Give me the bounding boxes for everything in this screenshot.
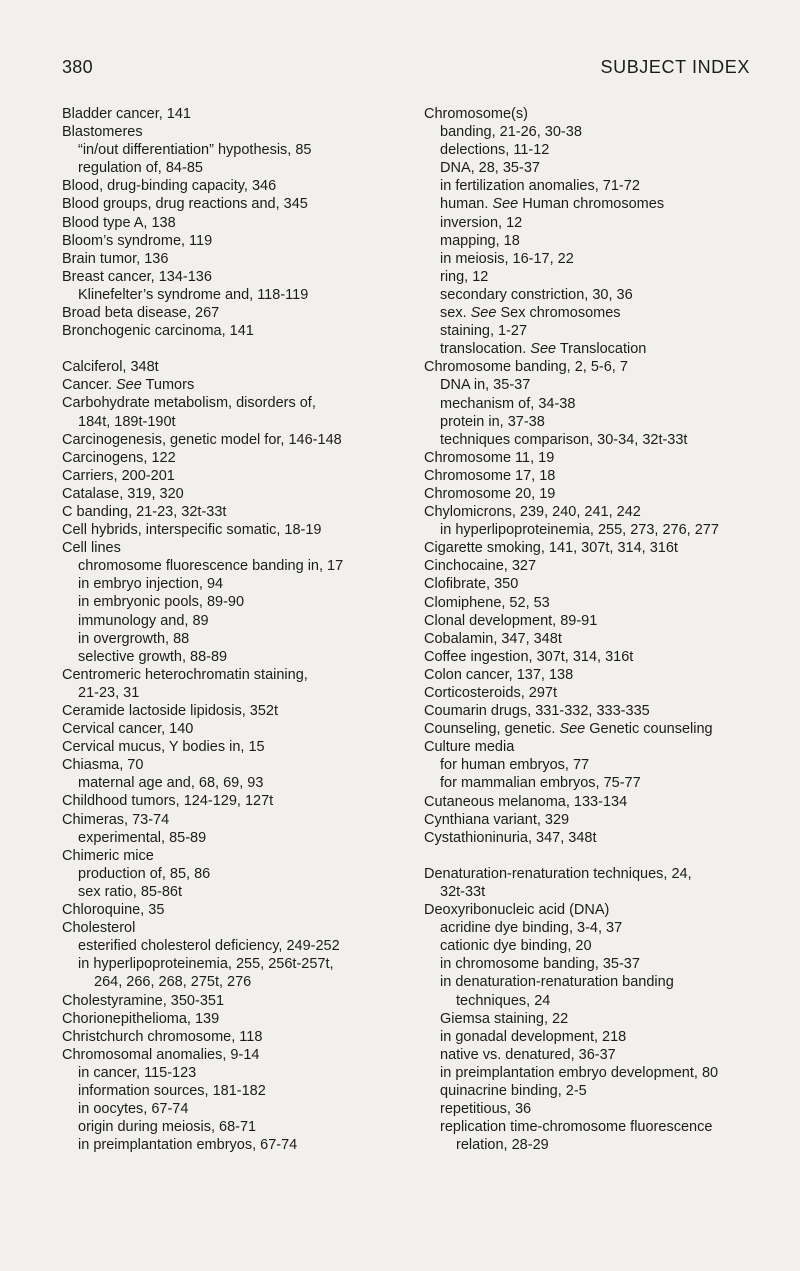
entry-text: delections, 11-12 [440,142,550,159]
entry-text: origin during meiosis, 68-71 [78,1119,257,1136]
entry-text: Chiasma, 70 [62,757,144,774]
entry-text: for human embryos, 77 [440,757,590,774]
index-subentry [62,1082,392,1100]
index-entry [62,1028,392,1046]
entry-text: Bladder cancer, 141 [62,106,191,122]
index-subentry [62,684,392,702]
entry-text: 184t, 189t-190t [78,413,176,430]
index-entry [424,648,780,666]
entry-text: Colon cancer, 137, 138 [424,666,574,683]
index-entry [62,919,392,937]
index-entry [424,793,780,811]
index-entry [62,449,392,467]
index-subentry [62,1100,392,1118]
index-subentry [424,286,780,304]
entry-text: Chorionepithelioma, 139 [62,1010,220,1027]
entry-text: mapping, 18 [440,232,520,249]
index-entry [62,1046,392,1064]
index-subentry [424,214,780,232]
index-subentry [62,612,392,630]
entry-text: Cervical mucus, Y bodies in, 15 [62,739,265,756]
index-subentry [424,376,780,394]
entry-text: cationic dye binding, 20 [440,938,592,955]
entry-text: information sources, 181-182 [78,1082,266,1099]
index-entry [62,232,392,250]
entry-text: in hyperlipoproteinemia, 255, 273, 276, 277 [440,522,719,539]
entry-text: in overgrowth, 88 [78,630,190,647]
entry-text: Chromosome banding, 2, 5-6, 7 [424,359,628,376]
entry-text: Klinefelter’s syndrome and, 118-119 [78,286,309,303]
entry-text: Carriers, 200-201 [62,467,175,484]
entry-text: replication time-chromosome fluorescence [440,1119,713,1136]
index-entry [62,485,392,503]
entry-text: Cutaneous melanoma, 133-134 [424,793,628,810]
index-entry [62,992,392,1010]
entry-text: repetitious, 36 [440,1101,532,1118]
index-entry [62,756,392,774]
index-subentry [62,413,392,431]
entry-text: Clonal development, 89-91 [424,612,598,629]
index-subentry [424,774,780,792]
see-target: Genetic counseling [585,721,713,738]
entry-text: Breast cancer, 134-136 [62,268,212,285]
index-subentry [62,955,392,973]
index-subentry [62,865,392,883]
entry-text: Cigarette smoking, 141, 307t, 314, 316t [424,540,678,557]
entry-text: Cystathioninuria, 347, 348t [424,829,597,846]
index-subentry [424,1064,780,1082]
index-entry [424,829,780,847]
entry-text: DNA, 28, 35-37 [440,160,540,177]
entry-gap [424,847,780,865]
index-entry [424,612,780,630]
index-subentry [62,593,392,611]
entry-text: mechanism of, 34-38 [440,395,576,412]
entry-text: Clomiphene, 52, 53 [424,594,550,611]
index-entry [62,431,392,449]
entry-text: native vs. denatured, 36-37 [440,1046,616,1063]
entry-text: banding, 21-26, 30-38 [440,124,582,141]
entry-text: sex ratio, 85-86t [78,883,182,900]
index-subentry [424,322,780,340]
entry-text: 32t-33t [440,883,486,900]
index-subentry [424,232,780,250]
index-entry [62,720,392,738]
page-number: 380 [62,57,93,77]
index-subentry [62,1118,392,1136]
index-entry [62,847,392,865]
entry-text: Carbohydrate metabolism, disorders of, [62,395,316,412]
entry-text: Broad beta disease, 267 [62,305,220,322]
entry-text: Bloom’s syndrome, 119 [62,232,213,249]
entry-text: Cell hybrids, interspecific somatic, 18-19 [62,522,322,539]
index-entry [62,503,392,521]
entry-text: Chimeras, 73-74 [62,811,170,828]
see-target: Human chromosomes [518,196,665,213]
index-subentry [62,829,392,847]
index-subentry [424,973,780,991]
entry-text: Blood, drug-binding capacity, 346 [62,178,277,195]
index-subentry [62,286,392,304]
entry-text: Carcinogenesis, genetic model for, 146-148 [62,431,342,448]
entry-text: Christchurch chromosome, 118 [62,1028,263,1045]
see-target: Translocation [556,341,647,358]
index-subentry [424,395,780,413]
index-subentry [424,955,780,973]
index-entry [424,539,780,557]
entry-text: Calciferol, 348t [62,359,159,376]
index-entry [424,865,780,883]
entry-text: Chylomicrons, 239, 240, 241, 242 [424,504,641,521]
entry-text: Cobalamin, 347, 348t [424,630,562,647]
index-entry [424,557,780,575]
entry-text: Cynthiana variant, 329 [424,811,570,828]
see-reference: See [492,196,519,213]
entry-text: Catalase, 319, 320 [62,485,184,502]
index-subentry [424,250,780,268]
entry-text: in preimplantation embryos, 67-74 [78,1137,298,1154]
entry-text: Cell lines [62,540,121,557]
entry-text: Corticosteroids, 297t [424,685,557,701]
entry-text: Blood type A, 138 [62,214,176,231]
entry-text: 21-23, 31 [78,684,140,701]
entry-text: Coffee ingestion, 307t, 314, 316t [424,648,634,665]
entry-text: inversion, 12 [440,214,523,231]
entry-text: translocation. [440,341,527,358]
index-entry [424,666,780,684]
entry-text: Carcinogens, 122 [62,449,176,466]
entry-text: in cancer, 115-123 [78,1064,197,1081]
entry-text: in denaturation-renaturation banding [440,974,674,991]
entry-text: for mammalian embryos, 75-77 [440,775,641,792]
running-head: SUBJECT INDEX [600,57,750,77]
entry-text: staining, 1-27 [440,323,528,340]
see-target: Tumors [141,377,195,394]
entry-text: Blood groups, drug reactions and, 345 [62,196,308,213]
index-subentry [424,159,780,177]
index-subentry [424,1010,780,1028]
index-entry [62,358,392,376]
index-subentry [424,756,780,774]
entry-text: Chromosome(s) [424,106,528,122]
entry-text: Chromosome 20, 19 [424,485,556,502]
entry-text: selective growth, 88-89 [78,648,228,665]
index-entry [62,304,392,322]
entry-text: techniques, 24 [456,992,551,1009]
index-entry [424,467,780,485]
index-subentry [424,141,780,159]
index-entry [424,503,780,521]
index-entry [62,811,392,829]
index-subentry [424,919,780,937]
index-entry [424,738,780,756]
index-column-right [424,105,780,1154]
see-reference: See [530,341,557,358]
entry-text: in embryonic pools, 89-90 [78,594,245,611]
entry-text: Cholesterol [62,920,136,937]
entry-text: sex. [440,305,467,322]
index-subentry [62,630,392,648]
index-subentry [424,431,780,449]
index-entry [424,105,780,123]
entry-text: in oocytes, 67-74 [78,1101,189,1118]
index-entry [424,684,780,702]
index-entry [62,738,392,756]
entry-text: in gonadal development, 218 [440,1028,627,1045]
index-subentry [424,268,780,286]
entry-text: “in/out differentiation” hypothesis, 85 [78,142,312,159]
index-entry [424,485,780,503]
entry-text: Chromosome 11, 19 [424,449,555,466]
entry-gap [62,340,392,358]
see-reference: See [116,377,142,394]
entry-text: in embryo injection, 94 [78,576,224,593]
entry-text: 264, 266, 268, 275t, 276 [94,974,252,991]
index-subentry [424,195,780,213]
index-subentry [424,1118,780,1136]
entry-text: Brain tumor, 136 [62,250,169,267]
entry-text: Clofibrate, 350 [424,576,519,593]
entry-text: Counseling, genetic. [424,721,556,738]
index-entry [62,105,392,123]
entry-text: immunology and, 89 [78,612,209,629]
entry-text: Cinchocaine, 327 [424,558,537,575]
index-entry [62,123,392,141]
index-entry [62,792,392,810]
entry-text: ring, 12 [440,268,489,285]
index-subentry [62,937,392,955]
entry-text: Centromeric heterochromatin staining, [62,666,308,683]
see-reference: See [559,721,586,738]
entry-text: in hyperlipoproteinemia, 255, 256t-257t, [78,956,334,973]
entry-text: production of, 85, 86 [78,865,211,882]
entry-text: esterified cholesterol deficiency, 249-252 [78,938,340,955]
index-subentry [424,1046,780,1064]
entry-text: maternal age and, 68, 69, 93 [78,775,264,792]
index-entry [62,901,392,919]
index-subentry [62,883,392,901]
index-subentry [424,1028,780,1046]
entry-text: quinacrine binding, 2-5 [440,1082,587,1099]
entry-text: in meiosis, 16-17, 22 [440,250,574,267]
entry-text: DNA in, 35-37 [440,377,531,394]
index-entry [62,250,392,268]
index-entry [62,467,392,485]
index-entry [62,322,392,340]
index-subentry [62,159,392,177]
index-entry [62,539,392,557]
index-subentry [62,575,392,593]
entry-text: Culture media [424,739,515,756]
index-subentry [424,521,780,539]
index-subentry [424,123,780,141]
entry-text: experimental, 85-89 [78,829,207,846]
entry-text: Chromosome 17, 18 [424,467,556,484]
index-subentry [424,883,780,901]
entry-text: secondary constriction, 30, 36 [440,286,633,303]
index-subentry [62,648,392,666]
entry-text: Chimeric mice [62,847,154,864]
index-subentry [424,304,780,322]
entry-text: Denaturation-renaturation techniques, 24, [424,865,692,882]
see-target: Sex chromosomes [496,305,621,322]
index-subentry [62,141,392,159]
index-subentry [424,1136,780,1154]
index-entry [62,702,392,720]
index-entry [424,901,780,919]
index-entry [424,720,780,738]
index-subentry [424,340,780,358]
index-entry [424,449,780,467]
index-entry [62,214,392,232]
entry-text: Chloroquine, 35 [62,902,165,919]
index-subentry [424,1100,780,1118]
see-reference: See [470,305,497,322]
entry-text: Giemsa staining, 22 [440,1010,569,1027]
entry-text: in preimplantation embryo development, 80 [440,1064,719,1081]
index-entry [62,666,392,684]
index-subentry [62,973,392,991]
index-entry [424,702,780,720]
index-subentry [424,1082,780,1100]
entry-text: acridine dye binding, 3-4, 37 [440,920,623,937]
index-subentry [424,992,780,1010]
entry-text: regulation of, 84-85 [78,160,203,177]
index-entry [62,1010,392,1028]
entry-text: Cholestyramine, 350-351 [62,992,225,1009]
entry-text: techniques comparison, 30-34, 32t-33t [440,431,688,448]
index-entry [424,358,780,376]
entry-text: protein in, 37-38 [440,413,545,430]
index-subentry [424,177,780,195]
entry-text: Coumarin drugs, 331-332, 333-335 [424,703,650,720]
entry-text: Bronchogenic carcinoma, 141 [62,323,254,340]
entry-text: relation, 28-29 [456,1137,549,1154]
index-entry [424,630,780,648]
entry-text: chromosome fluorescence banding in, 17 [78,558,344,575]
index-subentry [424,937,780,955]
index-column-left [62,105,392,1154]
index-subentry [62,1064,392,1082]
entry-text: Ceramide lactoside lipidosis, 352t [62,703,278,719]
index-entry [62,177,392,195]
index-entry [62,394,392,412]
entry-text: Cervical cancer, 140 [62,721,194,738]
entry-text: Blastomeres [62,124,143,141]
index-entry [62,195,392,213]
index-subentry [424,413,780,431]
entry-text: Deoxyribonucleic acid (DNA) [424,902,610,919]
index-subentry [62,1136,392,1154]
index-entry [424,594,780,612]
entry-text: Chromosomal anomalies, 9-14 [62,1046,260,1063]
entry-text: human. [440,196,489,213]
index-entry [62,268,392,286]
entry-text: Cancer. [62,377,112,394]
entry-text: in chromosome banding, 35-37 [440,956,640,973]
index-subentry [62,774,392,792]
entry-text: Childhood tumors, 124-129, 127t [62,793,274,810]
index-entry [62,521,392,539]
entry-text: in fertilization anomalies, 71-72 [440,178,640,195]
index-entry [424,811,780,829]
index-entry [62,376,392,394]
index-entry [424,575,780,593]
index-subentry [62,557,392,575]
entry-text: C banding, 21-23, 32t-33t [62,503,227,520]
